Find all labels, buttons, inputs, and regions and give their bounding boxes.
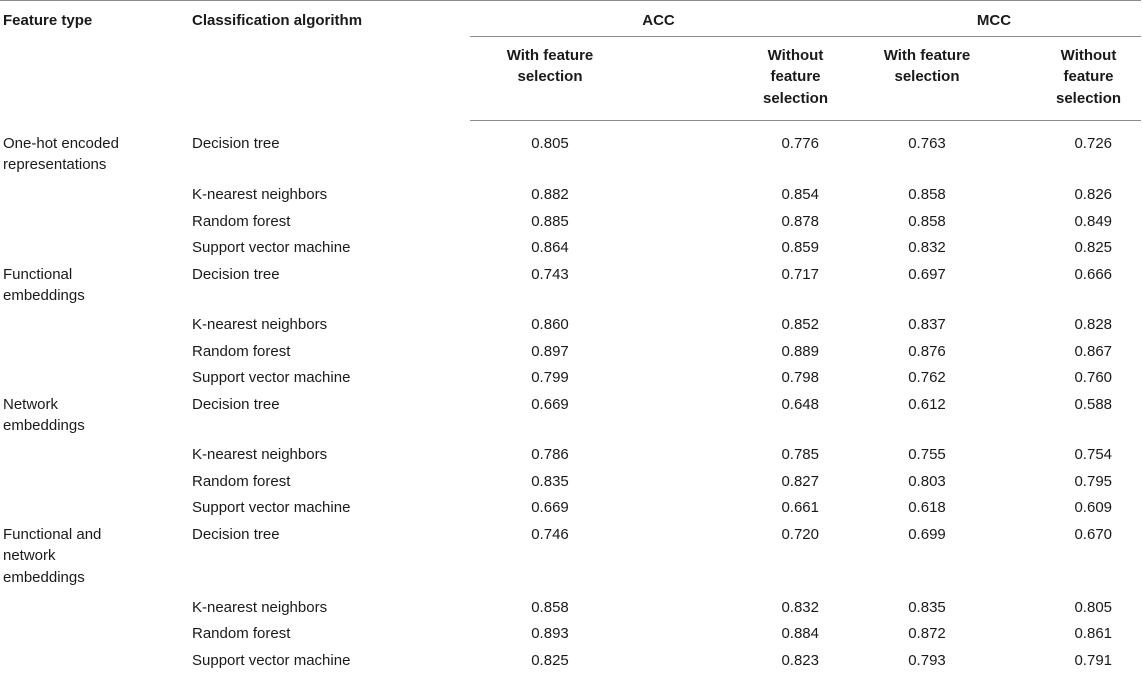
mcc-without-fs-cell: 0.861 bbox=[1074, 625, 1113, 642]
acc-without-fs-cell: 0.648 bbox=[781, 395, 819, 413]
feature-type-label: One-hot encoded representations bbox=[3, 134, 119, 173]
mcc-without-fs-header: Without feature selection bbox=[1007, 36, 1141, 121]
acc-with-fs-cell: 0.835 bbox=[531, 472, 569, 490]
acc-with-fs-cell: 0.882 bbox=[531, 186, 569, 203]
feature-type-label: Functional and network embeddings bbox=[3, 525, 102, 586]
table-row bbox=[0, 208, 1141, 235]
mcc-without-fs-cell: 0.826 bbox=[1074, 186, 1113, 203]
acc-without-fs-cell: 0.661 bbox=[781, 499, 819, 516]
algorithm-cell: Support vector machine bbox=[192, 651, 351, 669]
table-row bbox=[0, 495, 1141, 522]
mcc-with-fs-header: With feature selection bbox=[847, 36, 1007, 121]
table-row bbox=[0, 521, 1141, 594]
acc-without-fs-cell: 0.832 bbox=[781, 598, 819, 616]
feature-type-cell bbox=[0, 312, 188, 339]
mcc-with-fs-cell: 0.872 bbox=[908, 625, 946, 642]
mcc-without-fs-cell: 0.666 bbox=[1074, 265, 1113, 283]
acc-with-fs-cell: 0.805 bbox=[531, 135, 569, 152]
acc-with-fs-cell: 0.669 bbox=[531, 395, 569, 413]
table-row bbox=[0, 261, 1141, 312]
algorithm-cell: Decision tree bbox=[192, 134, 280, 152]
acc-with-fs-cell: 0.893 bbox=[531, 625, 569, 642]
table-row bbox=[0, 647, 1141, 674]
feature-type-cell bbox=[0, 121, 188, 182]
acc-with-fs-cell: 0.858 bbox=[531, 598, 569, 616]
acc-header: ACC bbox=[470, 1, 847, 37]
acc-without-fs-cell: 0.852 bbox=[781, 316, 819, 333]
algorithm-cell: Random forest bbox=[192, 342, 291, 360]
mcc-with-fs-cell: 0.835 bbox=[908, 598, 946, 616]
acc-without-fs-cell: 0.884 bbox=[781, 625, 819, 642]
mcc-without-fs-cell: 0.849 bbox=[1074, 212, 1113, 230]
acc-with-fs-cell: 0.746 bbox=[531, 525, 569, 543]
feature-type-cell bbox=[0, 621, 188, 648]
table-row bbox=[0, 442, 1141, 469]
mcc-with-fs-cell: 0.762 bbox=[908, 369, 946, 386]
table-row bbox=[0, 312, 1141, 339]
acc-with-fs-header: With feature selection bbox=[470, 36, 630, 121]
mcc-without-fs-cell: 0.670 bbox=[1074, 525, 1113, 543]
acc-without-fs-cell: 0.823 bbox=[781, 651, 819, 669]
feature-type-cell bbox=[0, 338, 188, 365]
mcc-with-fs-cell: 0.699 bbox=[908, 525, 946, 543]
mcc-with-fs-cell: 0.755 bbox=[908, 446, 946, 463]
feature-type-label: Network embeddings bbox=[3, 395, 85, 434]
feature-type-cell bbox=[0, 365, 188, 392]
acc-with-fs-cell: 0.786 bbox=[531, 446, 569, 463]
mcc-without-fs-cell: 0.828 bbox=[1074, 316, 1113, 333]
table-row bbox=[0, 182, 1141, 209]
algorithm-cell: Decision tree bbox=[192, 525, 280, 543]
table-row bbox=[0, 235, 1141, 262]
mcc-with-fs-cell: 0.837 bbox=[908, 316, 946, 333]
acc-with-fs-cell: 0.864 bbox=[531, 239, 569, 256]
mcc-with-fs-cell: 0.618 bbox=[908, 499, 946, 516]
table-row bbox=[0, 621, 1141, 648]
table-row bbox=[0, 468, 1141, 495]
feature-type-cell bbox=[0, 235, 188, 262]
table-body bbox=[0, 121, 1141, 674]
feature-type-cell bbox=[0, 594, 188, 621]
algorithm-cell: Support vector machine bbox=[192, 369, 351, 386]
algorithm-cell: Decision tree bbox=[192, 395, 280, 413]
mcc-with-fs-cell: 0.612 bbox=[908, 395, 946, 413]
mcc-without-fs-cell: 0.754 bbox=[1074, 446, 1113, 463]
algorithm-cell: K-nearest neighbors bbox=[192, 186, 328, 203]
acc-without-fs-header: Without feature selection bbox=[630, 36, 847, 121]
feature-type-cell bbox=[0, 521, 188, 594]
acc-without-fs-cell: 0.827 bbox=[781, 472, 819, 490]
acc-without-fs-cell: 0.859 bbox=[781, 239, 819, 256]
acc-with-fs-cell: 0.860 bbox=[531, 316, 569, 333]
acc-without-fs-cell: 0.776 bbox=[781, 135, 819, 152]
mcc-without-fs-cell: 0.609 bbox=[1074, 499, 1113, 516]
algorithm-cell: K-nearest neighbors bbox=[192, 316, 328, 333]
acc-without-fs-cell: 0.878 bbox=[781, 212, 819, 230]
algorithm-cell: K-nearest neighbors bbox=[192, 598, 328, 616]
mcc-with-fs-cell: 0.876 bbox=[908, 342, 946, 360]
table-row bbox=[0, 365, 1141, 392]
mcc-without-fs-cell: 0.867 bbox=[1074, 342, 1113, 360]
mcc-with-fs-cell: 0.763 bbox=[908, 135, 946, 152]
table-row bbox=[0, 391, 1141, 442]
acc-without-fs-cell: 0.798 bbox=[781, 369, 819, 386]
classification-algorithm-header: Classification algorithm bbox=[188, 1, 470, 121]
table-row bbox=[0, 121, 1141, 182]
mcc-without-fs-cell: 0.805 bbox=[1074, 598, 1113, 616]
algorithm-cell: K-nearest neighbors bbox=[192, 446, 328, 463]
algorithm-cell: Random forest bbox=[192, 625, 291, 642]
table-row bbox=[0, 594, 1141, 621]
acc-without-fs-cell: 0.889 bbox=[781, 342, 819, 360]
acc-with-fs-cell: 0.669 bbox=[531, 499, 569, 516]
feature-type-cell bbox=[0, 468, 188, 495]
acc-without-fs-cell: 0.854 bbox=[781, 186, 819, 203]
mcc-without-fs-cell: 0.791 bbox=[1074, 651, 1113, 669]
feature-type-cell bbox=[0, 208, 188, 235]
mcc-without-fs-cell: 0.825 bbox=[1074, 239, 1113, 256]
mcc-with-fs-cell: 0.793 bbox=[908, 651, 946, 669]
mcc-with-fs-cell: 0.832 bbox=[908, 239, 946, 256]
algorithm-cell: Support vector machine bbox=[192, 499, 351, 516]
acc-without-fs-cell: 0.717 bbox=[781, 265, 819, 283]
feature-type-cell bbox=[0, 391, 188, 442]
mcc-without-fs-cell: 0.795 bbox=[1074, 472, 1113, 490]
mcc-with-fs-cell: 0.858 bbox=[908, 186, 946, 203]
mcc-header: MCC bbox=[847, 1, 1141, 37]
acc-with-fs-cell: 0.825 bbox=[531, 651, 569, 669]
mcc-without-fs-cell: 0.588 bbox=[1074, 395, 1113, 413]
algorithm-cell: Decision tree bbox=[192, 265, 280, 283]
mcc-without-fs-cell: 0.760 bbox=[1074, 369, 1113, 386]
acc-without-fs-cell: 0.785 bbox=[781, 446, 819, 463]
mcc-with-fs-cell: 0.858 bbox=[908, 212, 946, 230]
header-row bbox=[0, 1, 1141, 37]
algorithm-cell: Support vector machine bbox=[192, 239, 351, 256]
acc-with-fs-cell: 0.885 bbox=[531, 212, 569, 230]
feature-type-cell bbox=[0, 495, 188, 522]
feature-type-label: Functional embeddings bbox=[3, 265, 85, 304]
acc-without-fs-cell: 0.720 bbox=[781, 525, 819, 543]
algorithm-cell: Random forest bbox=[192, 472, 291, 490]
mcc-with-fs-cell: 0.803 bbox=[908, 472, 946, 490]
acc-with-fs-cell: 0.743 bbox=[531, 265, 569, 283]
feature-type-header: Feature type bbox=[0, 1, 188, 121]
mcc-with-fs-cell: 0.697 bbox=[908, 265, 946, 283]
feature-type-cell bbox=[0, 182, 188, 209]
feature-type-cell bbox=[0, 647, 188, 674]
algorithm-cell: Random forest bbox=[192, 212, 291, 230]
table-row bbox=[0, 338, 1141, 365]
mcc-without-fs-cell: 0.726 bbox=[1074, 135, 1113, 152]
feature-type-cell bbox=[0, 442, 188, 469]
acc-with-fs-cell: 0.799 bbox=[531, 369, 569, 386]
feature-type-cell bbox=[0, 261, 188, 312]
acc-with-fs-cell: 0.897 bbox=[531, 342, 569, 360]
